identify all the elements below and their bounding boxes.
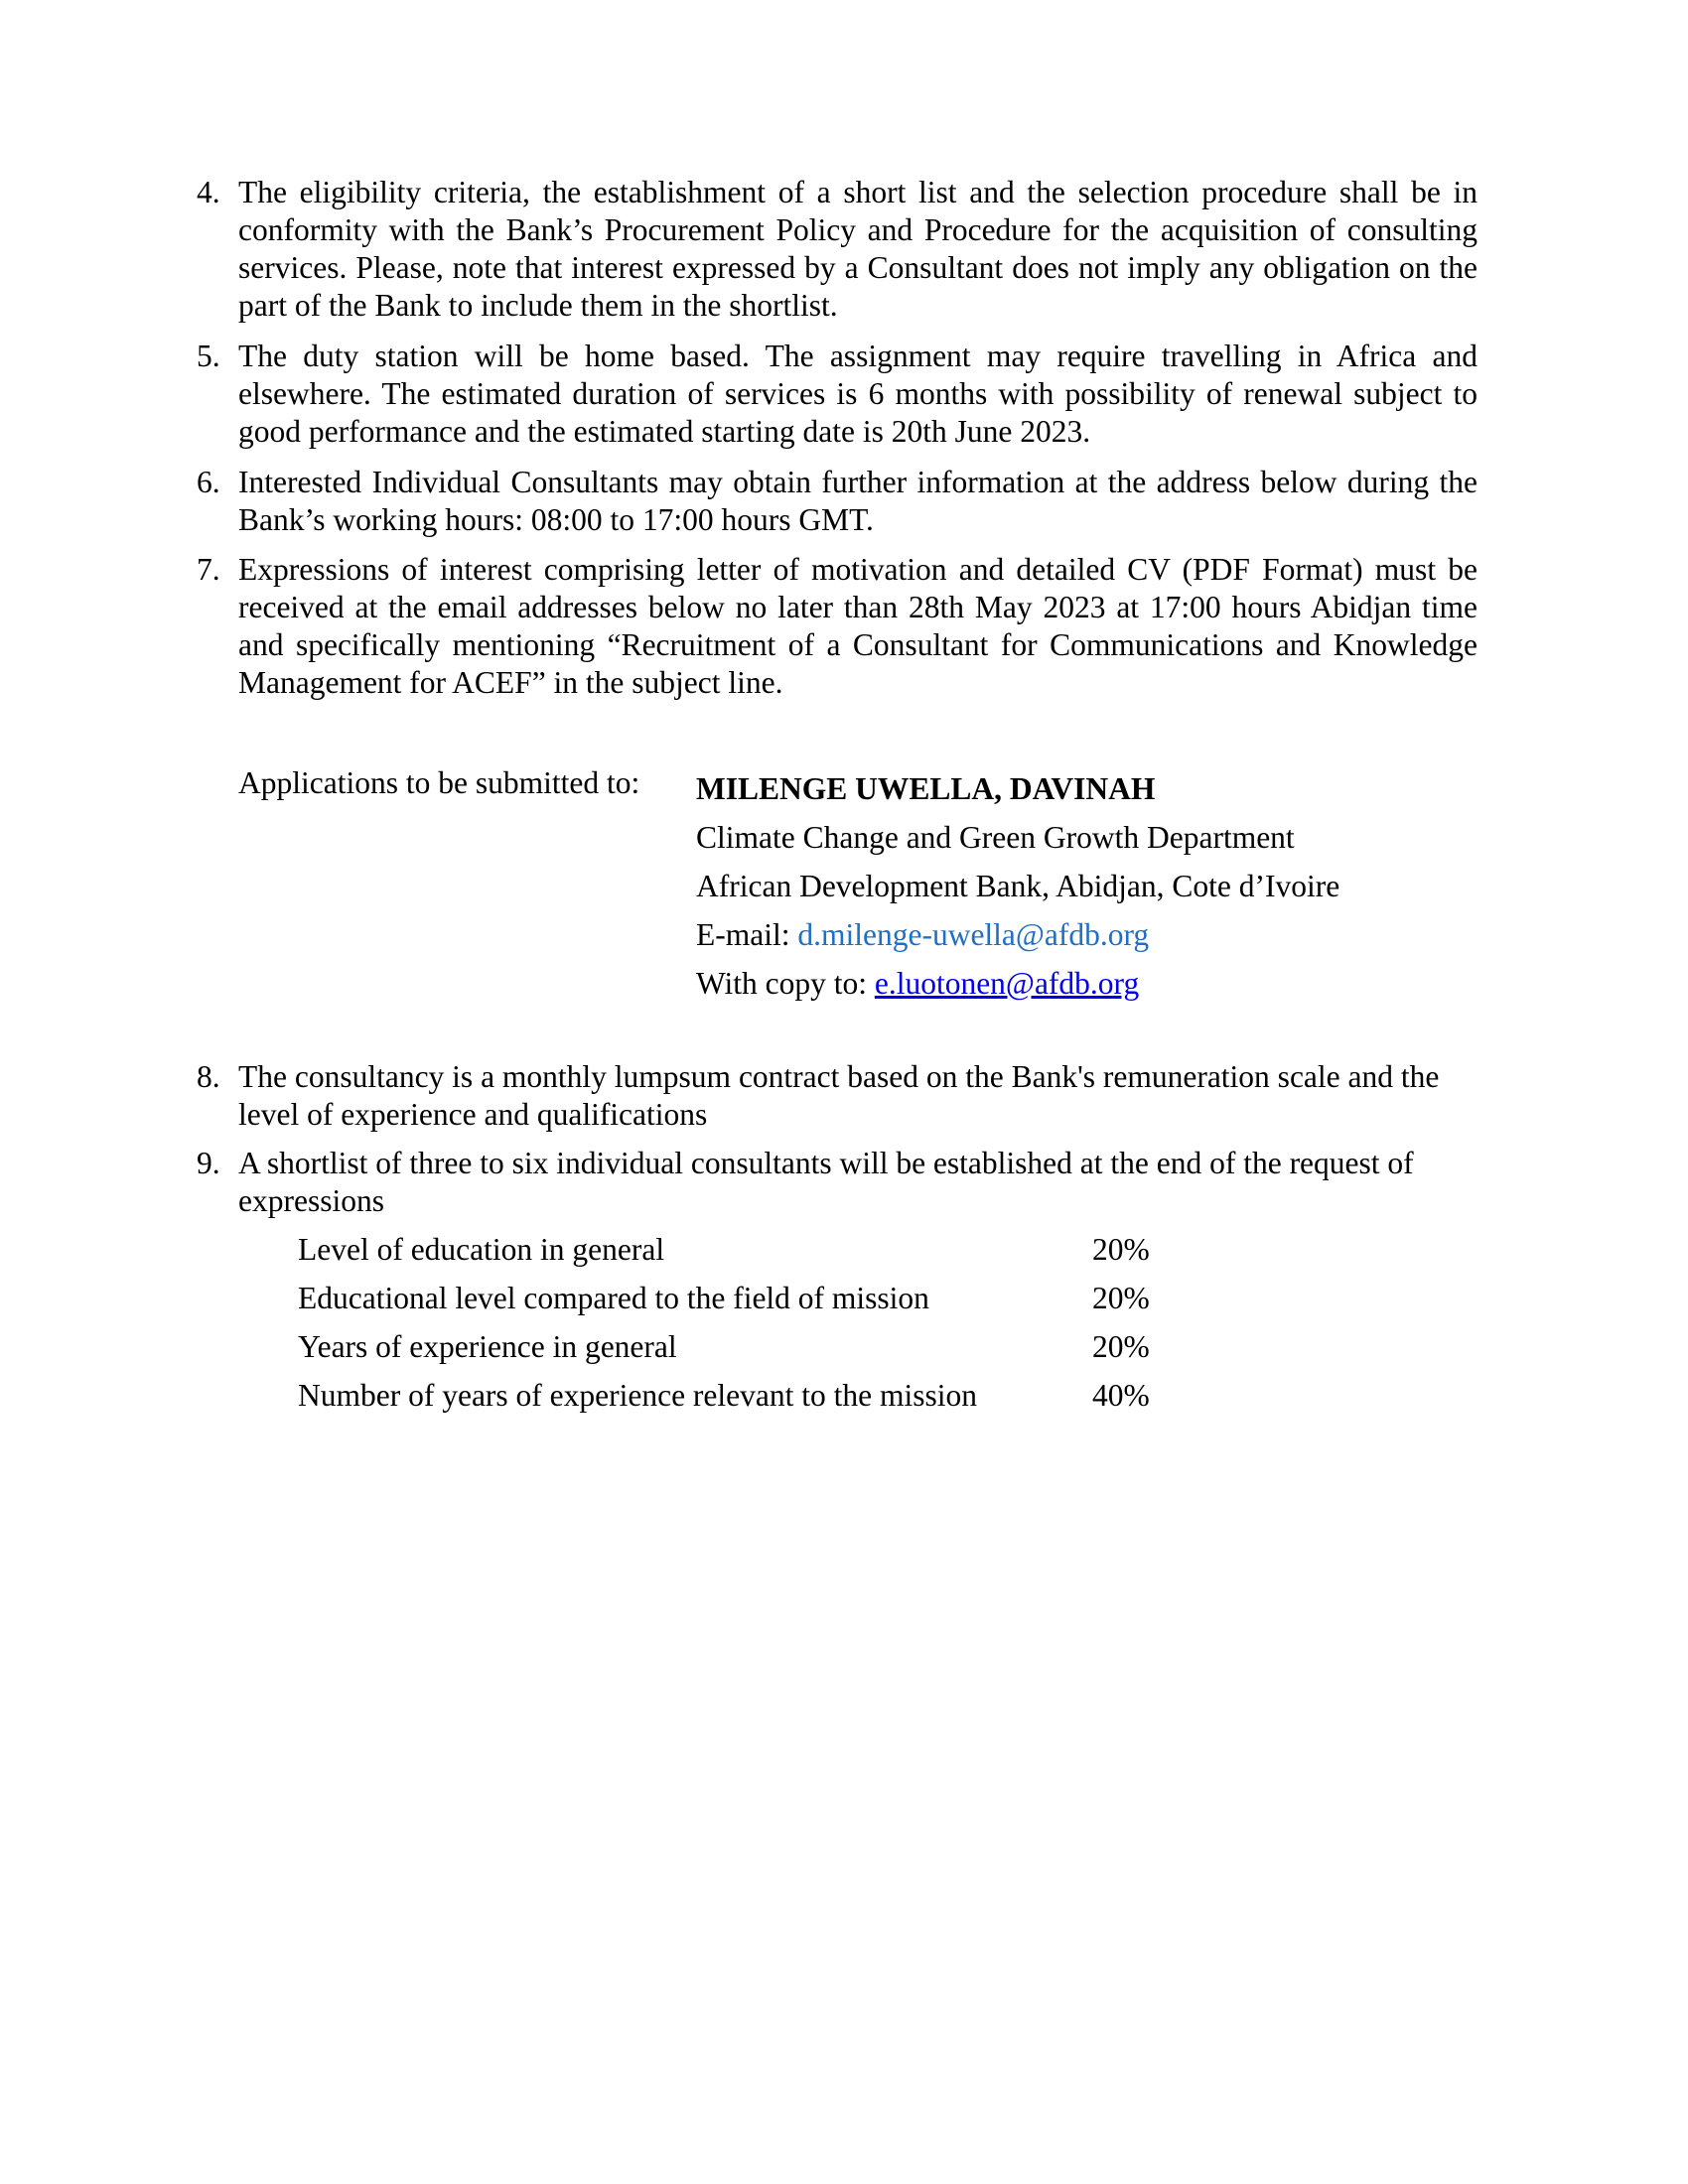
criteria-label: Number of years of experience relevant to the mission [298, 1378, 978, 1413]
criteria-weight: 40% [1092, 1378, 1150, 1413]
item-number: 7. [197, 552, 220, 587]
criteria-row [298, 1280, 1192, 1328]
criteria-row [298, 1328, 1192, 1377]
contact-institution: African Development Bank, Abidjan, Cote d’Ivoire [696, 869, 1340, 903]
item-text: The eligibility criteria, the establishment of a short list and the selection procedure shall be in conformity with the Bank’s Procurement Policy and Procedure for the acquisition of consulting services. Please, note that interest expressed by a Consultant does not imply any obligation on the part of the Bank to include them in the shortlist. [238, 175, 1477, 323]
criteria-weight: 20% [1092, 1281, 1150, 1315]
list-item-6 [197, 464, 1477, 539]
copy-email-line [696, 959, 1339, 1008]
criteria-row [298, 1231, 1192, 1280]
item-number: 9. [197, 1146, 220, 1180]
contact-email[interactable]: d.milenge-uwella@afdb.org [797, 917, 1150, 952]
item-number: 4. [197, 175, 220, 209]
list-item-4 [197, 174, 1477, 325]
item-number: 5. [197, 339, 220, 373]
copy-label: With copy to: [696, 966, 875, 1001]
criteria-weight: 20% [1092, 1329, 1150, 1364]
item-text: Interested Individual Consultants may obtain further information at the address below during the Bank’s working hours: 08:00 to 17:00 hours GMT. [238, 465, 1477, 537]
item-text: The duty station will be home based. The assignment may require travelling in Africa and elsewhere. The estimated duration of services is 6 months with possibility of renewal subject to good performance and the estimated starting date is 20th June 2023. [238, 339, 1477, 449]
list-item-8 [197, 1058, 1477, 1134]
item-text: Expressions of interest comprising letter of motivation and detailed CV (PDF Format) must be received at the email addresses below no later than 28th May 2023 at 17:00 hours Abidjan time and specifically mentioning “Recruitment of a Consultant for Communications and Knowledge Management for ACEF” in the subject line. [238, 552, 1477, 700]
list-item-5 [197, 338, 1477, 451]
criteria-label: Years of experience in general [298, 1329, 677, 1364]
criteria-label: Educational level compared to the field of mission [298, 1281, 929, 1315]
item-text: The consultancy is a monthly lumpsum contract based on the Bank's remuneration scale and the level of experience and qualifications [238, 1059, 1440, 1132]
item-text: A shortlist of three to six individual consultants will be established at the end of the request of expressions [238, 1146, 1414, 1218]
list-item-9 [197, 1145, 1477, 1220]
item-number: 6. [197, 465, 220, 499]
list-item-7 [197, 551, 1477, 702]
criteria-weight: 20% [1092, 1232, 1150, 1267]
contact-department: Climate Change and Green Growth Department [696, 820, 1295, 855]
copy-email-link[interactable]: e.luotonen@afdb.org [874, 966, 1140, 1001]
email-label: E-mail: [696, 917, 798, 952]
item-number: 8. [197, 1059, 220, 1094]
submission-label: Applications to be submitted to: [238, 765, 640, 800]
criteria-label: Level of education in general [298, 1232, 665, 1267]
evaluation-criteria [298, 1231, 1192, 1426]
contact-email-line [696, 910, 1339, 959]
contact-name: MILENGE UWELLA, DAVINAH [696, 771, 1156, 806]
criteria-row [298, 1377, 1192, 1426]
submission-address [696, 764, 1339, 1008]
